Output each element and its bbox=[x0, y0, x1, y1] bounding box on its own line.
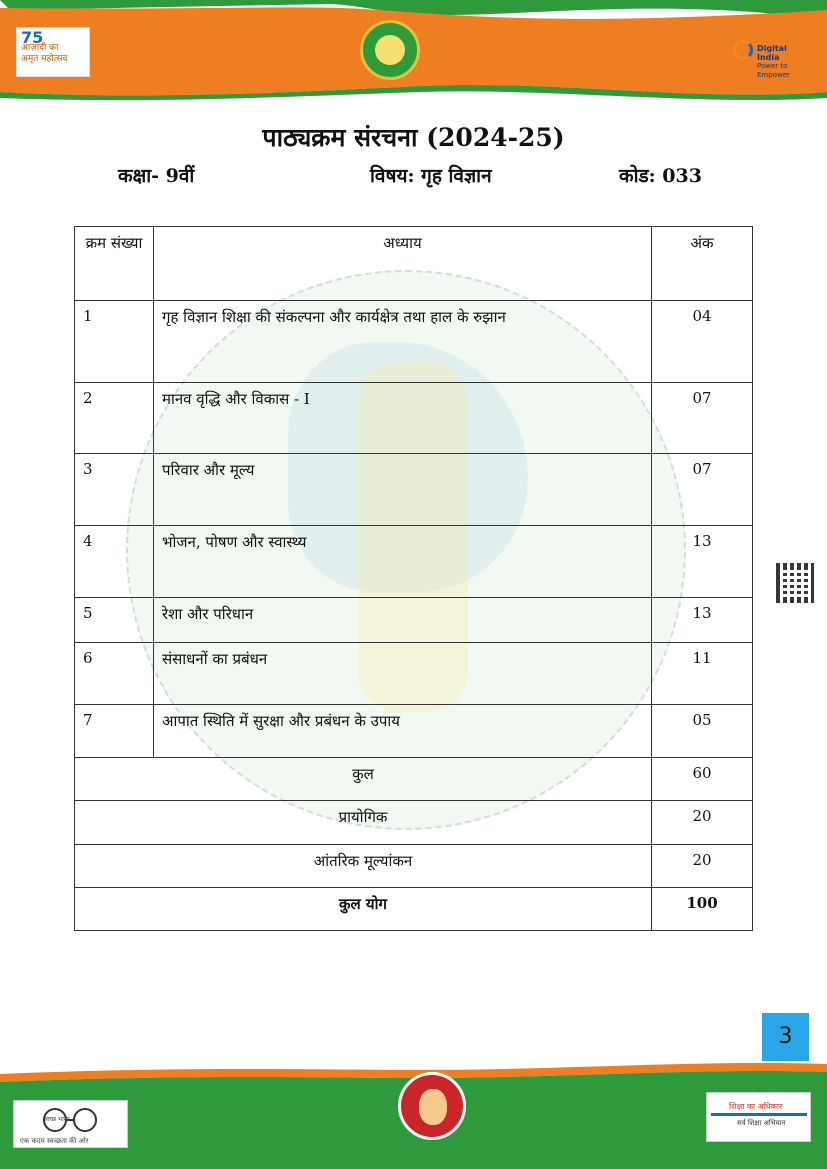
row-marks: 07 bbox=[652, 383, 753, 454]
table-row bbox=[75, 454, 753, 526]
row-chapter: भोजन, पोषण और स्वास्थ्य bbox=[154, 526, 652, 598]
row-serial: 3 bbox=[75, 454, 154, 526]
summary-marks: 20 bbox=[652, 801, 753, 845]
header-serial: क्रम संख्या bbox=[75, 227, 154, 301]
row-marks: 04 bbox=[652, 301, 753, 383]
page-title: पाठ्यक्रम संरचना (2024-25) bbox=[262, 123, 565, 152]
code-label: कोड: 033 bbox=[619, 165, 702, 187]
row-serial: 4 bbox=[75, 526, 154, 598]
logo-text-line: आज़ादी का bbox=[21, 43, 59, 53]
row-chapter: आपात स्थिति में सुरक्षा और प्रबंधन के उपाय bbox=[154, 705, 652, 758]
table-row bbox=[75, 301, 753, 383]
beti-bachao-seal-icon bbox=[398, 1072, 466, 1140]
summary-label: कुल bbox=[75, 758, 652, 801]
logo-text-line: Digital India bbox=[757, 44, 787, 62]
row-serial: 6 bbox=[75, 643, 154, 705]
header-chapter: अध्याय bbox=[154, 227, 652, 301]
logo-caption: एक कदम स्वच्छता की ओर bbox=[20, 1137, 89, 1145]
summary-row bbox=[75, 845, 753, 888]
logo-text-line: Power to Empower bbox=[757, 62, 790, 79]
page-number-badge: 3 bbox=[762, 1013, 809, 1061]
row-serial: 1 bbox=[75, 301, 154, 383]
summary-row bbox=[75, 758, 753, 801]
board-seal-icon bbox=[360, 20, 420, 80]
row-marks: 07 bbox=[652, 454, 753, 526]
row-chapter: रेशा और परिधान bbox=[154, 598, 652, 643]
summary-marks: 60 bbox=[652, 758, 753, 801]
row-chapter: परिवार और मूल्य bbox=[154, 454, 652, 526]
class-label: कक्षा- 9वीं bbox=[118, 165, 195, 187]
table-row bbox=[75, 383, 753, 454]
summary-label: आंतरिक मूल्यांकन bbox=[75, 845, 652, 888]
logo-text-line: स्वच्छ भारत bbox=[44, 1116, 70, 1123]
grand-total-marks: 100 bbox=[652, 888, 753, 931]
table-row bbox=[75, 643, 753, 705]
row-chapter: संसाधनों का प्रबंधन bbox=[154, 643, 652, 705]
header-marks: अंक bbox=[652, 227, 753, 301]
digital-india-ring-icon bbox=[733, 40, 753, 60]
row-marks: 05 bbox=[652, 705, 753, 758]
swachh-bharat-logo bbox=[13, 1100, 128, 1148]
table-row bbox=[75, 526, 753, 598]
azadi-amrit-mahotsav-logo bbox=[16, 27, 90, 77]
logo-text-line: सर्व शिक्षा अभियान bbox=[737, 1119, 786, 1127]
grand-total-row bbox=[75, 888, 753, 931]
table-header-row bbox=[75, 227, 753, 301]
row-marks: 13 bbox=[652, 526, 753, 598]
table-row bbox=[75, 705, 753, 758]
subject-label: विषय: गृह विज्ञान bbox=[370, 165, 492, 187]
summary-label: प्रायोगिक bbox=[75, 801, 652, 845]
qr-code-icon bbox=[776, 563, 814, 603]
row-serial: 5 bbox=[75, 598, 154, 643]
logo-text-line: अमृत महोत्सव bbox=[21, 54, 68, 64]
logo-text-line: शिक्षा का अधिकार bbox=[729, 1102, 783, 1111]
row-serial: 7 bbox=[75, 705, 154, 758]
digital-india-logo bbox=[733, 38, 803, 79]
syllabus-table bbox=[74, 226, 753, 931]
grand-total-label: कुल योग bbox=[75, 888, 652, 931]
row-marks: 11 bbox=[652, 643, 753, 705]
row-marks: 13 bbox=[652, 598, 753, 643]
sarva-shiksha-abhiyan-logo bbox=[706, 1092, 811, 1142]
summary-marks: 20 bbox=[652, 845, 753, 888]
logo-text-75: 75 bbox=[21, 28, 44, 47]
table-row bbox=[75, 598, 753, 643]
row-chapter: गृह विज्ञान शिक्षा की संकल्पना और कार्यक्षेत्र तथा हाल के रुझान bbox=[154, 301, 652, 383]
row-chapter: मानव वृद्धि और विकास - I bbox=[154, 383, 652, 454]
summary-row bbox=[75, 801, 753, 845]
row-serial: 2 bbox=[75, 383, 154, 454]
